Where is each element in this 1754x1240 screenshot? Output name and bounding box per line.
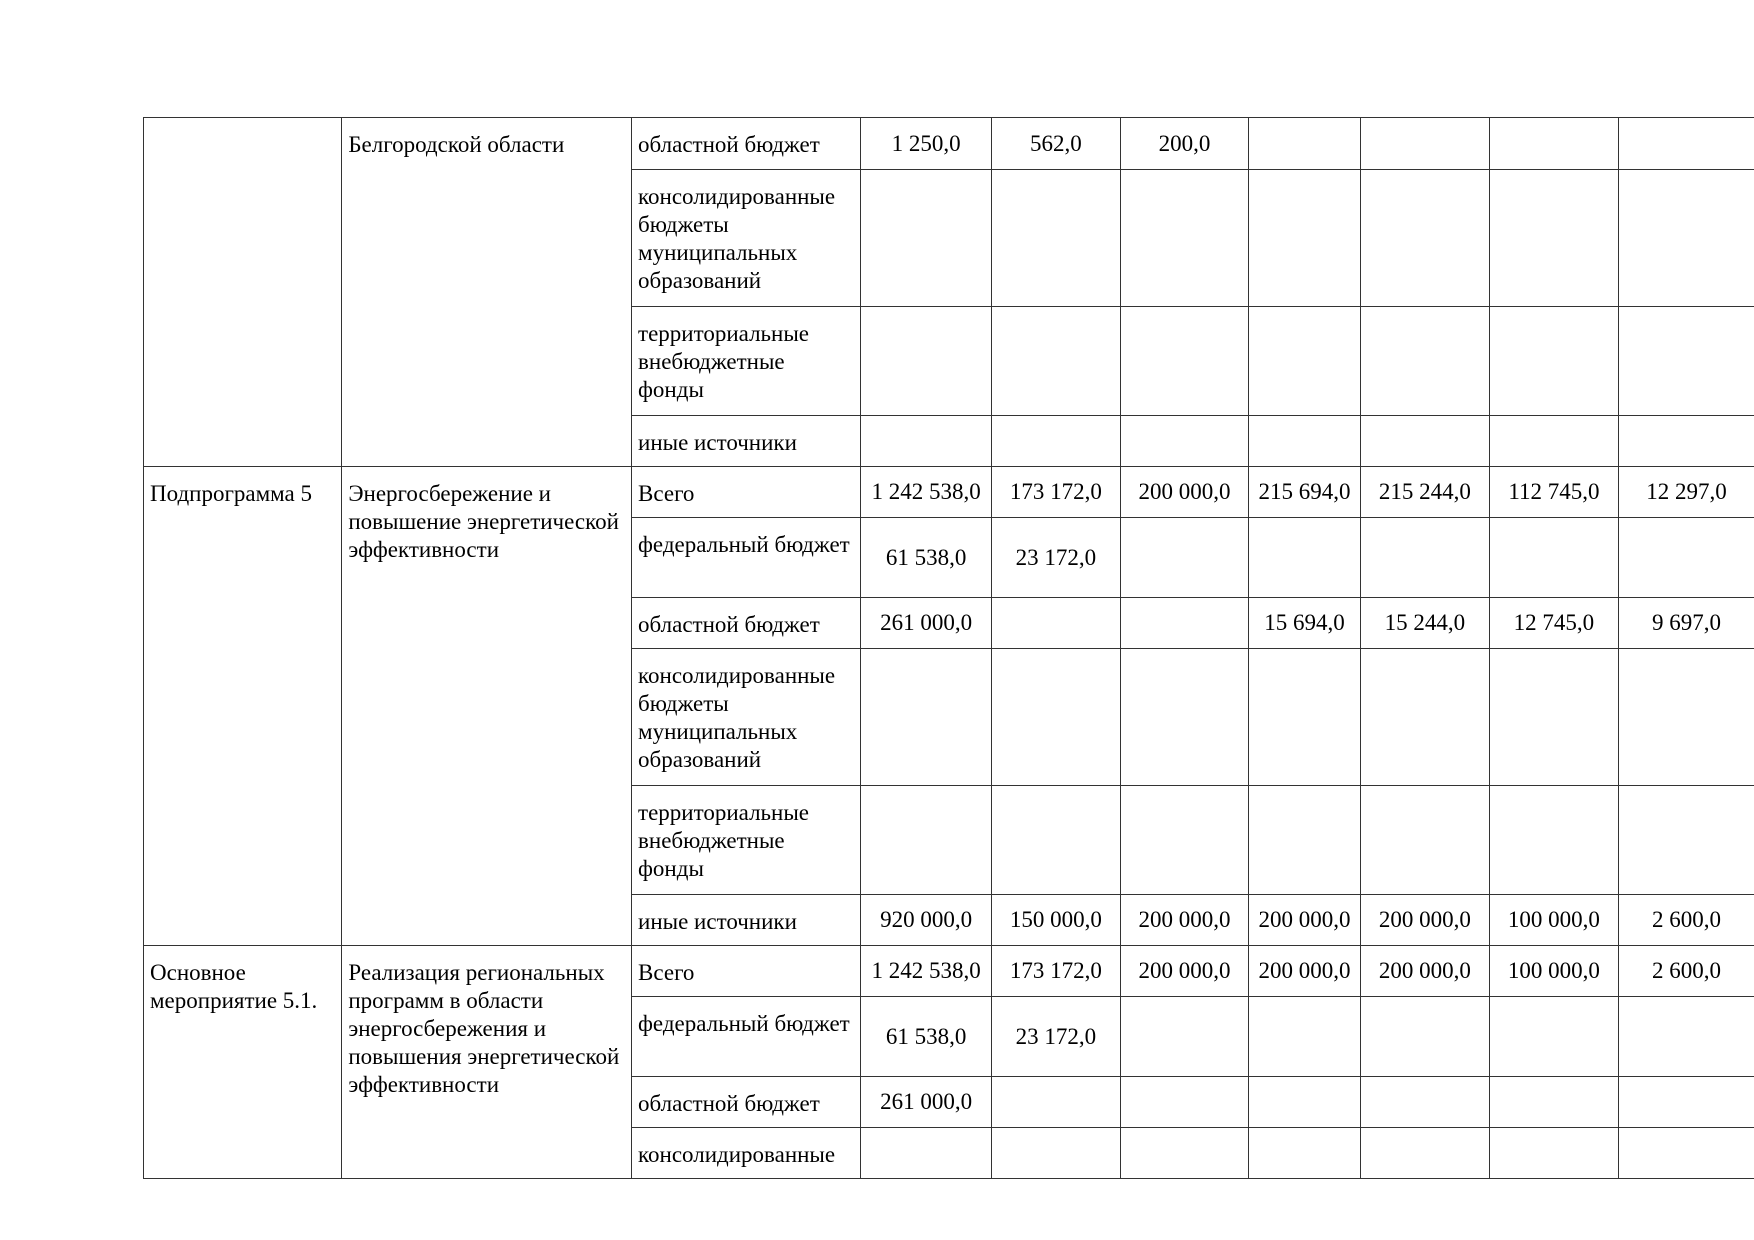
value-cell-year-2: 173 172,0 [991, 467, 1120, 518]
value-cell-year-5: 15 244,0 [1360, 598, 1489, 649]
program-name-cell: Белгородской области [342, 118, 632, 467]
value-cell-year-5 [1360, 307, 1489, 416]
value-cell-year-6: 112 745,0 [1489, 467, 1618, 518]
value-cell-year-5 [1360, 1128, 1489, 1179]
value-cell-year-5 [1360, 416, 1489, 467]
value-cell-year-2: 562,0 [991, 118, 1120, 170]
table-body [144, 118, 1754, 1179]
value-cell-year-3: 200,0 [1120, 118, 1248, 170]
value-cell-year-4 [1249, 518, 1361, 598]
value-cell-year-6 [1489, 1077, 1618, 1128]
funding-source-cell: территориальные внебюджетные фонды [632, 786, 861, 895]
value-cell-year-4 [1249, 1077, 1361, 1128]
value-cell-year-3 [1120, 786, 1248, 895]
value-cell-year-1: 261 000,0 [861, 598, 992, 649]
value-cell-year-6 [1489, 416, 1618, 467]
value-cell-year-7 [1618, 649, 1754, 786]
value-cell-year-2 [991, 416, 1120, 467]
value-cell-year-5 [1360, 1077, 1489, 1128]
value-cell-year-7: 2 600,0 [1618, 895, 1754, 946]
value-cell-year-1 [861, 170, 992, 307]
value-cell-year-4 [1249, 416, 1361, 467]
value-cell-year-3: 200 000,0 [1120, 895, 1248, 946]
value-cell-year-3: 200 000,0 [1120, 467, 1248, 518]
value-cell-year-4 [1249, 170, 1361, 307]
value-cell-year-3 [1120, 649, 1248, 786]
value-cell-year-2: 23 172,0 [991, 997, 1120, 1077]
program-code-cell: Подпрограмма 5 [144, 467, 342, 946]
value-cell-year-1: 61 538,0 [861, 518, 992, 598]
funding-source-cell: территориальные внебюджетные фонды [632, 307, 861, 416]
funding-table [143, 117, 1754, 1179]
value-cell-year-7: 12 297,0 [1618, 467, 1754, 518]
value-cell-year-4 [1249, 1128, 1361, 1179]
value-cell-year-2 [991, 170, 1120, 307]
value-cell-year-1 [861, 307, 992, 416]
value-cell-year-7: 9 697,0 [1618, 598, 1754, 649]
value-cell-year-3 [1120, 997, 1248, 1077]
funding-source-cell: консолидированные бюджеты муниципальных образований [632, 170, 861, 307]
value-cell-year-5: 215 244,0 [1360, 467, 1489, 518]
funding-source-cell: федеральный бюджет [632, 518, 861, 598]
value-cell-year-1: 1 250,0 [861, 118, 992, 170]
program-code-cell [144, 118, 342, 467]
value-cell-year-5 [1360, 786, 1489, 895]
value-cell-year-4 [1249, 786, 1361, 895]
program-code-cell: Основное мероприятие 5.1. [144, 946, 342, 1179]
value-cell-year-2 [991, 307, 1120, 416]
table-row [144, 946, 1754, 997]
value-cell-year-4: 15 694,0 [1249, 598, 1361, 649]
value-cell-year-4: 215 694,0 [1249, 467, 1361, 518]
value-cell-year-5: 200 000,0 [1360, 946, 1489, 997]
value-cell-year-1: 1 242 538,0 [861, 467, 992, 518]
value-cell-year-6: 12 745,0 [1489, 598, 1618, 649]
program-name-cell: Энергосбережение и повышение энергетической эффективности [342, 467, 632, 946]
value-cell-year-2 [991, 1077, 1120, 1128]
value-cell-year-7 [1618, 518, 1754, 598]
value-cell-year-7 [1618, 997, 1754, 1077]
value-cell-year-3 [1120, 307, 1248, 416]
value-cell-year-6: 100 000,0 [1489, 946, 1618, 997]
table-row [144, 118, 1754, 170]
value-cell-year-5 [1360, 118, 1489, 170]
value-cell-year-4: 200 000,0 [1249, 895, 1361, 946]
value-cell-year-3 [1120, 416, 1248, 467]
value-cell-year-1: 1 242 538,0 [861, 946, 992, 997]
value-cell-year-5 [1360, 518, 1489, 598]
value-cell-year-7 [1618, 1128, 1754, 1179]
funding-source-cell: иные источники [632, 895, 861, 946]
value-cell-year-7 [1618, 1077, 1754, 1128]
value-cell-year-2 [991, 649, 1120, 786]
value-cell-year-5: 200 000,0 [1360, 895, 1489, 946]
value-cell-year-1 [861, 649, 992, 786]
value-cell-year-6: 100 000,0 [1489, 895, 1618, 946]
value-cell-year-3: 200 000,0 [1120, 946, 1248, 997]
value-cell-year-1 [861, 1128, 992, 1179]
value-cell-year-7 [1618, 170, 1754, 307]
value-cell-year-1: 261 000,0 [861, 1077, 992, 1128]
value-cell-year-2 [991, 786, 1120, 895]
value-cell-year-5 [1360, 997, 1489, 1077]
funding-source-cell: федеральный бюджет [632, 997, 861, 1077]
value-cell-year-4 [1249, 649, 1361, 786]
value-cell-year-6 [1489, 997, 1618, 1077]
value-cell-year-1 [861, 416, 992, 467]
funding-source-cell: консолидированные [632, 1128, 861, 1179]
value-cell-year-6 [1489, 649, 1618, 786]
value-cell-year-3 [1120, 170, 1248, 307]
program-name-cell: Реализация региональных программ в области энергосбережения и повышения энергетической эффективности [342, 946, 632, 1179]
value-cell-year-7 [1618, 416, 1754, 467]
funding-source-cell: консолидированные бюджеты муниципальных образований [632, 649, 861, 786]
value-cell-year-6 [1489, 1128, 1618, 1179]
value-cell-year-3 [1120, 1128, 1248, 1179]
value-cell-year-2 [991, 598, 1120, 649]
value-cell-year-7: 2 600,0 [1618, 946, 1754, 997]
value-cell-year-4 [1249, 997, 1361, 1077]
value-cell-year-4 [1249, 307, 1361, 416]
value-cell-year-3 [1120, 1077, 1248, 1128]
value-cell-year-4 [1249, 118, 1361, 170]
value-cell-year-7 [1618, 118, 1754, 170]
funding-source-cell: иные источники [632, 416, 861, 467]
value-cell-year-1 [861, 786, 992, 895]
funding-source-cell: Всего [632, 946, 861, 997]
value-cell-year-7 [1618, 307, 1754, 416]
funding-source-cell: областной бюджет [632, 118, 861, 170]
value-cell-year-6 [1489, 518, 1618, 598]
value-cell-year-6 [1489, 307, 1618, 416]
value-cell-year-5 [1360, 170, 1489, 307]
funding-source-cell: Всего [632, 467, 861, 518]
value-cell-year-2 [991, 1128, 1120, 1179]
value-cell-year-1: 920 000,0 [861, 895, 992, 946]
value-cell-year-6 [1489, 170, 1618, 307]
value-cell-year-1: 61 538,0 [861, 997, 992, 1077]
value-cell-year-6 [1489, 118, 1618, 170]
funding-source-cell: областной бюджет [632, 1077, 861, 1128]
value-cell-year-2: 173 172,0 [991, 946, 1120, 997]
table-row [144, 467, 1754, 518]
funding-source-cell: областной бюджет [632, 598, 861, 649]
value-cell-year-2: 150 000,0 [991, 895, 1120, 946]
value-cell-year-5 [1360, 649, 1489, 786]
value-cell-year-6 [1489, 786, 1618, 895]
value-cell-year-2: 23 172,0 [991, 518, 1120, 598]
value-cell-year-3 [1120, 598, 1248, 649]
value-cell-year-7 [1618, 786, 1754, 895]
value-cell-year-3 [1120, 518, 1248, 598]
value-cell-year-4: 200 000,0 [1249, 946, 1361, 997]
